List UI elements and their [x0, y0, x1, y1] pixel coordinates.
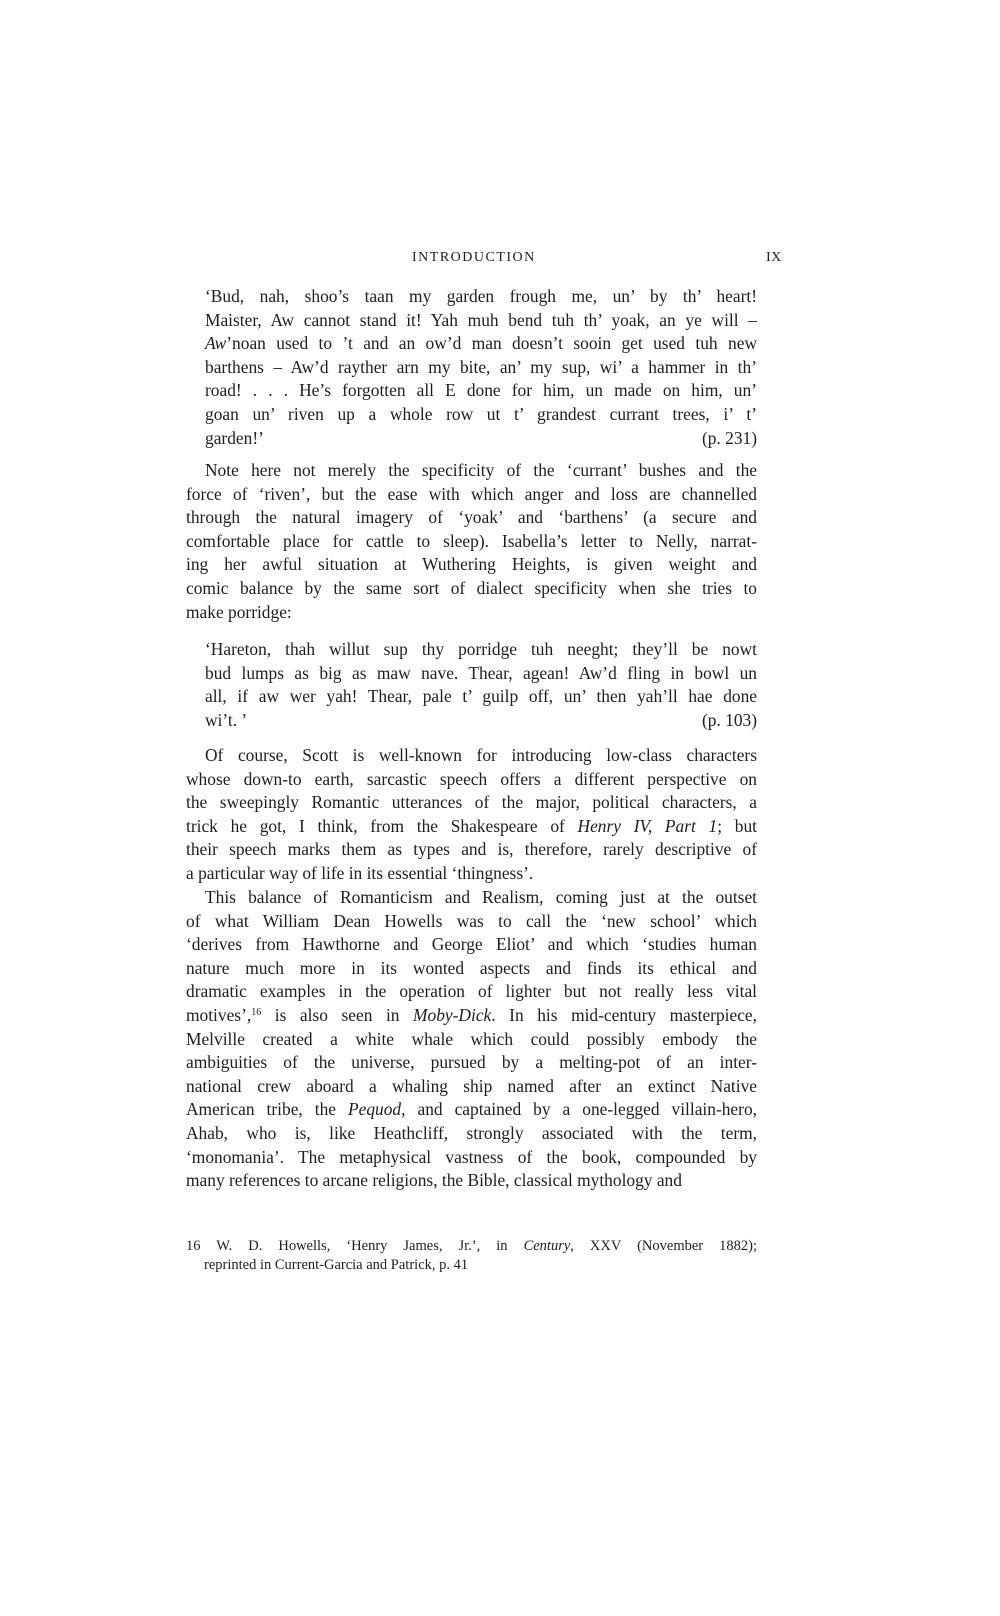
text-line [205, 404, 757, 424]
text-run: Of course, Scott is well-known for introducing low-class characters [205, 745, 757, 765]
text-line [205, 380, 757, 400]
text-run: goan un’ riven up a whole row ut t’ grandest currant trees, i’ t’ [205, 404, 757, 424]
text-line [186, 1076, 757, 1096]
text-run: American tribe, the [186, 1099, 348, 1120]
text-run: bud lumps as big as maw nave. Thear, agean! Aw’d fling in bowl un [205, 662, 757, 683]
text-run: motives’, [186, 1005, 252, 1025]
footnote-ref: 16 [251, 1007, 262, 1018]
text-run: many references to arcane religions, the Bible, classical mythology and [186, 1170, 682, 1191]
text-line [186, 816, 757, 836]
text-run: ambiguities of the universe, pursued by a melting-pot of an inter- [186, 1052, 757, 1073]
italic-title: Pequod, [348, 1099, 406, 1120]
text-line [186, 1170, 757, 1190]
italic-title: Century [523, 1238, 571, 1254]
text-line [205, 357, 757, 377]
text-run: ‘Hareton, thah willut sup thy porridge tuh neeght; they’ll be nowt [205, 639, 757, 659]
text-run: whose down-to earth, sarcastic speech offers a different perspective on [186, 768, 757, 789]
text-line [186, 1147, 757, 1167]
text-run: This balance of Romanticism and Realism, coming just at the outset [205, 887, 757, 907]
text-line [186, 981, 757, 1001]
text-line [186, 934, 757, 954]
text-line [205, 333, 757, 353]
page-number: IX [766, 250, 782, 265]
text-run: 16 W. D. Howells, ‘Henry James, Jr.’, in [186, 1238, 524, 1254]
text-run: ’noan used to ’t and an ow’d man doesn’t sooin get used tuh new [226, 333, 757, 354]
text-line [205, 286, 757, 306]
text-run: of what William Dean Howells was to call the ‘new school’ which [186, 910, 757, 931]
text-run: the sweepingly Romantic utterances of the major, political characters, a [186, 792, 757, 813]
text-run: , XXV (November 1882); [570, 1238, 757, 1254]
text-line [204, 1255, 604, 1275]
italic-title: Aw [205, 333, 227, 354]
text-line [205, 310, 757, 330]
text-line [186, 863, 757, 883]
text-line [205, 887, 757, 907]
text-run: their speech marks them as types and is, therefore, rarely descriptive of [186, 839, 757, 860]
text-line [186, 602, 757, 622]
text-line [186, 1099, 757, 1119]
text-run: and captained by a one-legged villain-hero, [405, 1099, 757, 1120]
text-run: trick he got, I think, from the Shakespeare of [186, 815, 578, 836]
text-run: comic balance by the same sort of dialect specificity when she tries to [186, 578, 757, 598]
text-line [186, 578, 757, 598]
text-run: nature much more in its wonted aspects and finds its ethical and [186, 957, 757, 978]
text-line [186, 1005, 757, 1025]
text-run: through the natural imagery of ‘yoak’ and ‘barthens’ (a secure and [186, 507, 757, 528]
text-run: ; but [717, 815, 757, 836]
text-run: ‘monomania’. The metaphysical vastness of the book, compounded by [186, 1146, 757, 1167]
text-line [186, 531, 757, 551]
text-line [205, 745, 757, 765]
text-line [186, 1236, 757, 1256]
text-run: Note here not merely the specificity of the ‘currant’ bushes and the [205, 460, 757, 480]
text-run: Melville created a white whale which could possibly embody the [186, 1028, 757, 1049]
text-run: Ahab, who is, like Heathcliff, strongly associated with the term, [186, 1123, 757, 1143]
text-run: reprinted in Current-Garcia and Patrick, p. 41 [204, 1257, 469, 1273]
text-run: make porridge: [186, 601, 292, 622]
text-run: barthens – Aw’d rayther arn my bite, an’ my sup, wi’ a hammer in th’ [205, 356, 757, 377]
text-run: a particular way of life in its essential ‘thingness’. [186, 863, 534, 883]
text-line [186, 484, 757, 504]
text-run: force of ‘riven’, but the ease with which anger and loss are channelled [186, 483, 757, 504]
text-run: . In his mid-century masterpiece, [491, 1005, 757, 1025]
text-line [186, 507, 757, 527]
text-line [186, 1123, 757, 1143]
page-citation: (p. 231) [701, 427, 757, 448]
running-head: INTRODUCTION [412, 250, 536, 265]
text-run: all, if aw wer yah! Thear, pale t’ guilp off, un’ then yah’ll hae done [205, 686, 757, 707]
text-line [186, 1052, 757, 1072]
text-line [186, 911, 757, 931]
text-line [205, 663, 757, 683]
text-line [205, 710, 757, 730]
page-citation: (p. 103) [701, 709, 757, 730]
text-line [205, 639, 757, 659]
text-run: wi’t. ’ [205, 709, 248, 730]
italic-title: Moby-Dick [413, 1005, 492, 1025]
text-run: comfortable place for cattle to sleep). Isabella’s letter to Nelly, narrat- [186, 530, 757, 551]
text-run: garden!’ [205, 427, 264, 448]
text-run: ‘Bud, nah, shoo’s taan my garden frough me, un’ by th’ heart! [205, 286, 757, 306]
italic-title: Henry IV, Part 1 [577, 815, 718, 836]
text-run: national crew aboard a whaling ship named after an extinct Native [186, 1075, 757, 1096]
text-line [186, 554, 757, 574]
text-run: is also seen in [261, 1005, 414, 1025]
text-line [186, 839, 757, 859]
text-line [186, 769, 757, 789]
text-run: road! . . . He’s forgotten all E done for him, un made on him, un’ [205, 380, 757, 401]
text-run: ing her awful situation at Wuthering Heights, is given weight and [186, 554, 757, 575]
text-run: dramatic examples in the operation of lighter but not really less vital [186, 981, 757, 1002]
text-line [205, 686, 757, 706]
text-line [186, 792, 757, 812]
text-run: Maister, Aw cannot stand it! Yah muh bend tuh th’ yoak, an ye will – [205, 309, 757, 330]
text-line [205, 428, 757, 448]
text-line [186, 958, 757, 978]
text-run: ‘derives from Hawthorne and George Eliot’ and which ‘studies human [186, 934, 757, 955]
text-line [186, 1029, 757, 1049]
text-line [205, 460, 757, 480]
